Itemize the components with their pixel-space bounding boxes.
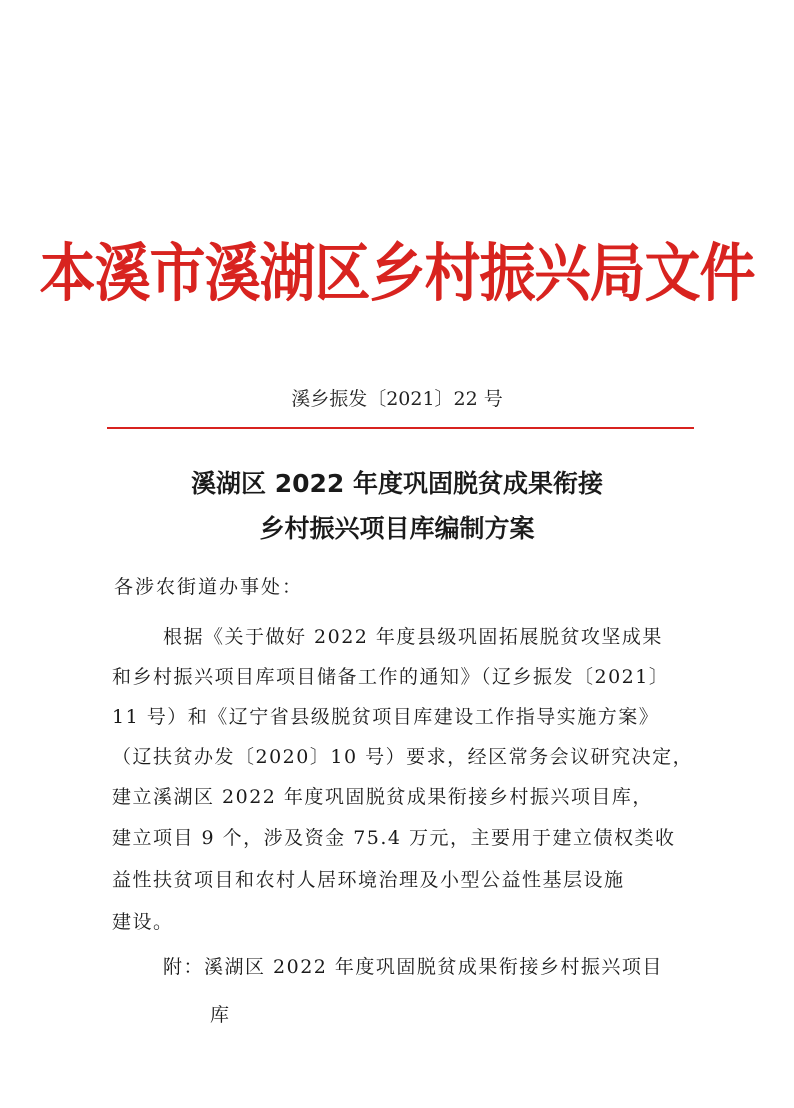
attachment-line-2: 库: [210, 1004, 230, 1026]
salutation: 各涉农街道办事处：: [114, 576, 304, 598]
body-line-4: （辽扶贫办发〔2020〕10 号）要求，经区常务会议研究决定，: [112, 746, 694, 768]
red-divider-line: [107, 427, 694, 429]
document-title-line-2: 乡村振兴项目库编制方案: [259, 514, 535, 543]
body-line-3: 11 号）和《辽宁省县级脱贫项目库建设工作指导实施方案》: [112, 706, 660, 728]
body-line-1: 根据《关于做好 2022 年度县级巩固拓展脱贫攻坚成果: [163, 626, 663, 648]
document-number: 溪乡振发〔2021〕22 号: [291, 388, 503, 410]
body-line-2: 和乡村振兴项目库项目储备工作的通知》（辽乡振发〔2021〕: [112, 666, 670, 688]
body-line-7: 益性扶贫项目和农村人居环境治理及小型公益性基层设施: [112, 869, 625, 891]
body-line-6: 建立项目 9 个，涉及资金 75.4 万元，主要用于建立债权类收: [112, 827, 676, 849]
document-masthead: 本溪市溪湖区乡村振兴局文件: [39, 236, 755, 312]
document-title-line-1: 溪湖区 2022 年度巩固脱贫成果衔接: [191, 469, 603, 498]
attachment-line-1: 附：溪湖区 2022 年度巩固脱贫成果衔接乡村振兴项目: [163, 956, 663, 978]
body-line-8: 建设。: [112, 911, 174, 933]
body-line-5: 建立溪湖区 2022 年度巩固脱贫成果衔接乡村振兴项目库，: [112, 786, 653, 808]
